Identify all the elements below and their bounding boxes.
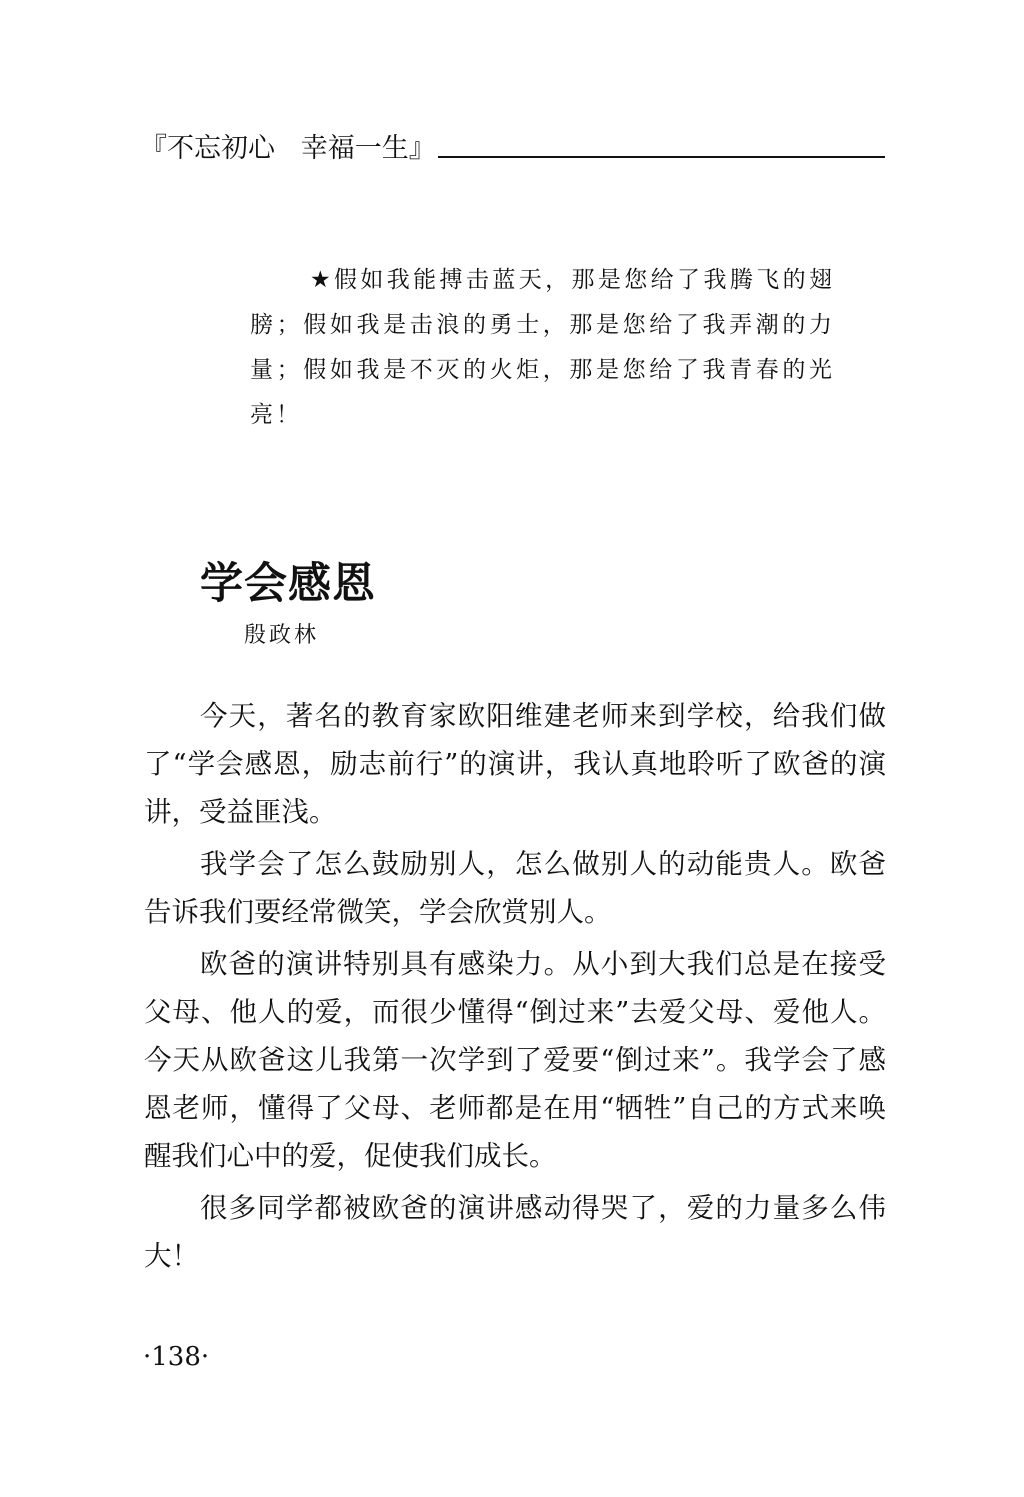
book-title: 『不忘初心 幸福一生』 bbox=[140, 133, 436, 164]
running-header bbox=[140, 126, 885, 166]
header-rule bbox=[438, 156, 885, 158]
paragraph: 很多同学都被欧爸的演讲感动得哭了，爱的力量多么伟大！ bbox=[144, 1192, 886, 1272]
paragraph: 我学会了怎么鼓励别人，怎么做别人的动能贵人。欧爸告诉我们要经常微笑，学会欣赏别人。 bbox=[144, 848, 886, 928]
paragraph: 今天，著名的教育家欧阳维建老师来到学校，给我们做了“学会感恩，励志前行”的演讲，我认真地聆听了欧爸的演讲，受益匪浅。 bbox=[144, 700, 886, 828]
article-author: 殷政林 bbox=[244, 623, 320, 648]
paragraph: 欧爸的演讲特别具有感染力。从小到大我们总是在接受父母、他人的爱，而很少懂得“倒过来”去爱父母、爱他人。今天从欧爸这儿我第一次学到了爱要“倒过来”。我学会了感恩老师，懂得了父母、老师都是在用“牺牲”自己的方式来唤醒我们心中的爱，促使我们成长。 bbox=[144, 948, 886, 1172]
article-title: 学会感恩 bbox=[200, 559, 376, 609]
article-body bbox=[144, 692, 886, 1284]
page-number: ·138· bbox=[143, 1342, 210, 1372]
epigraph-quote: ★假如我能搏击蓝天，那是您给了我腾飞的翅膀；假如我是击浪的勇士，那是您给了我弄潮的力量；假如我是不灭的火炬，那是您给了我青春的光亮！ bbox=[250, 267, 835, 428]
